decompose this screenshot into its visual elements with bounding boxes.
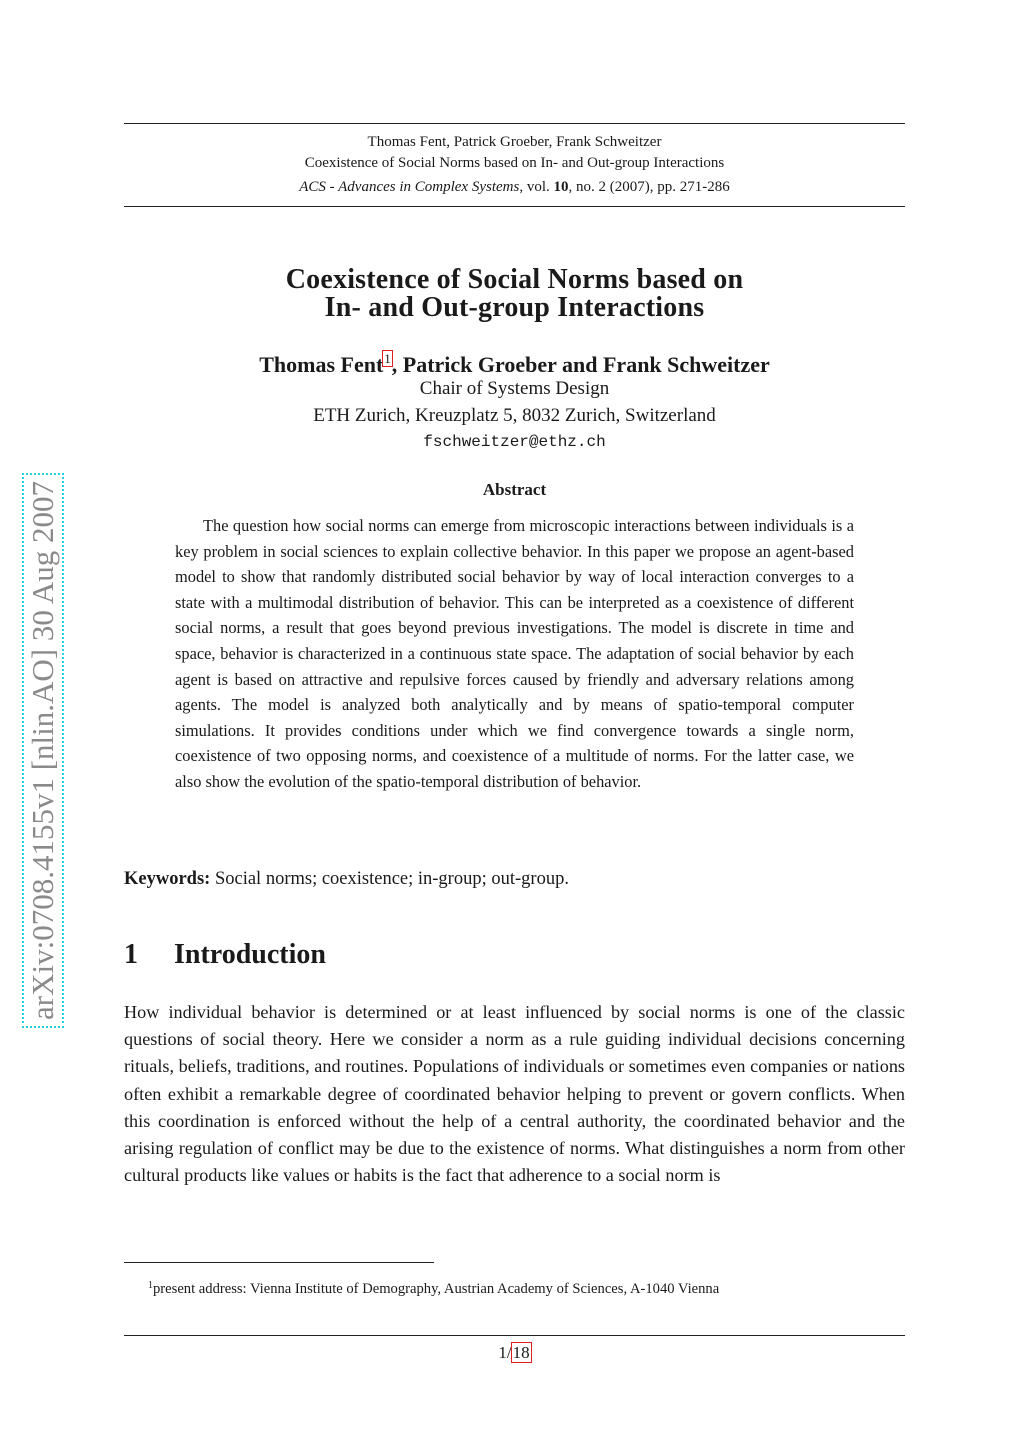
section-number: 1 (124, 939, 138, 970)
footnote-mark: 1 (148, 1280, 153, 1291)
paper-title-line-2: In- and Out-group Interactions (324, 292, 705, 323)
affiliation-dept: Chair of Systems Design (419, 378, 610, 399)
footer-rule (124, 1335, 905, 1336)
author-fent: Thomas Fent (259, 352, 384, 377)
abstract-body (175, 513, 854, 795)
volume-number: 10 (553, 179, 569, 195)
affiliation-address: ETH Zurich, Kreuzplatz 5, 8032 Zurich, Switzerland (313, 405, 716, 426)
section-title: Introduction (174, 939, 326, 970)
running-header-citation (124, 177, 905, 197)
running-header-authors: Thomas Fent, Patrick Groeber, Frank Schweitzer (367, 134, 662, 150)
section-heading (124, 937, 326, 973)
header-bottom-rule (124, 206, 905, 207)
footnote (148, 1276, 719, 1299)
running-header-title: Coexistence of Social Norms based on In- and Out-group Interactions (304, 155, 725, 171)
abstract-heading: Abstract (482, 480, 547, 499)
keywords-label: Keywords: (124, 869, 211, 889)
footnote-rule (124, 1262, 434, 1263)
issue-pages: , no. 2 (2007), pp. 271-286 (568, 179, 730, 195)
authors-rest: , Patrick Groeber and Frank Schweitzer (391, 352, 770, 377)
page-total-link[interactable]: 18 (512, 1343, 530, 1362)
footnote-text: present address: Vienna Institute of Demography, Austrian Academy of Sciences, A-1040 Vienna (153, 1281, 720, 1297)
header-top-rule (124, 123, 905, 124)
footnote-link[interactable]: 1 (384, 351, 391, 366)
abstract-text: The question how social norms can emerge from microscopic interactions between individuals is a key problem in social sciences to explain collective behavior. In this paper we propose an agent-based model to show that randomly distributed social behavior by way of local interaction converges to a state with a multimodal distribution of behavior. This can be interpreted as a coexistence of different social norms, a result that goes beyond previous investigations. The model is discrete in time and space, behavior is characterized in a continuous state space. The adaptation of social behavior by each agent is based on attractive and repulsive forces caused by friendly and adversary relations among agents. The model is analyzed both analytically and by means of spatio-temporal computer simulations. It provides conditions under which we find convergence towards a single norm, coexistence of two opposing norms, and coexistence of a multitude of norms. For the latter case, we also show the evolution of the spatio-temporal distribution of behavior. (175, 516, 854, 791)
journal-name: ACS - Advances in Complex Systems (299, 179, 520, 195)
page-number (124, 1343, 905, 1363)
volume-prefix: , vol. (519, 179, 554, 195)
page-current: 1/ (498, 1343, 512, 1362)
keywords-text: Social norms; coexistence; in-group; out-group. (210, 869, 569, 889)
paper-title-line-1: Coexistence of Social Norms based on (285, 264, 744, 295)
keywords-line (124, 866, 569, 892)
author-list (124, 346, 905, 378)
arxiv-stamp[interactable]: arXiv:0708.4155v1 [nlin.AO] 30 Aug 2007 (22, 473, 64, 1028)
author-email: fschweitzer@ethz.ch (423, 433, 606, 451)
introduction-paragraph: How individual behavior is determined or at least influenced by social norms is one of the classic questions of social theory. Here we consider a norm as a rule guiding individual decisions concerning rituals, beliefs, traditions, and routines. Populations of individuals or sometimes even companies or nations often exhibit a remarkable degree of coordinated behavior helping to prevent or govern conflicts. When this coordination is enforced without the help of a central authority, the coordinated behavior and the arising regulation of conflict may be due to the existence of norms. What distinguishes a norm from other cultural products like values or habits is the fact that adherence to a social norm is (124, 1002, 905, 1186)
